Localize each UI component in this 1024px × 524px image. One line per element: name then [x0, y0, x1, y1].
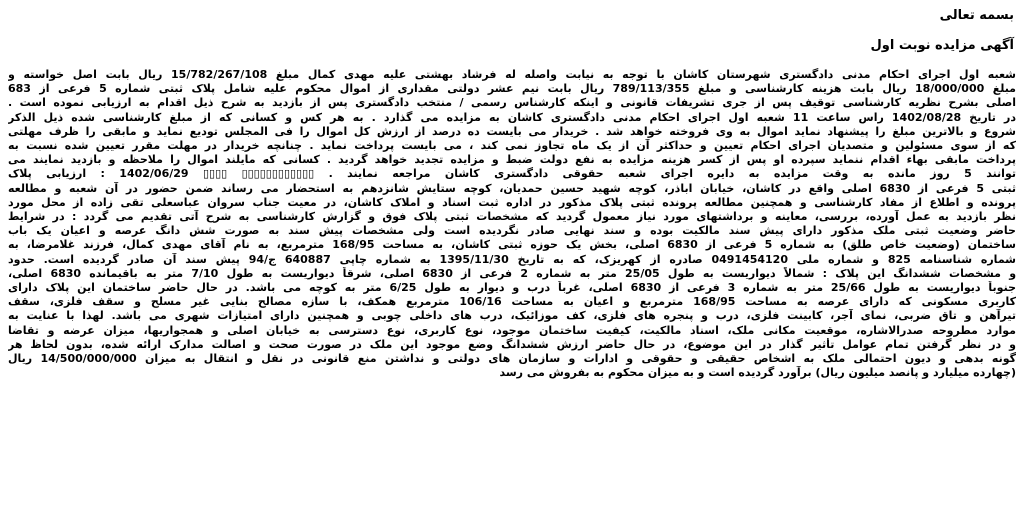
notice-body — [8, 68, 1016, 380]
body-line: (چهارده میلیارد و پانصد میلیون ریال) برآورد گردیده است و به میزان محکوم به بفروش می رسد — [499, 366, 1016, 380]
body-line: کاربری مسکونی که دارای عرصه به مساحت 168/95 مترمربع و اعیان به مساحت 106/16 مترمربع همکف، با سازه مصالح بنایی غیر مسلح و سقف فلزی، سقف — [8, 295, 1016, 309]
body-line: اصلی بشرح نظریه کارشناسی توقیف پس از جری تشریفات قانونی و اینکه کارشناس رسمی / منتخب دادگستری پس از بازدید به شرح ذیل اقدام به ارزیابی نموده است . — [8, 96, 1016, 110]
body-line: توانند 5 روز مانده به وقت مزایده به دایره اجرای شعبه حقوقی دادگستری کاشان مراجعه نمایند . ▯▯▯▯▯▯▯▯▯▯▯▯ ▯▯▯▯ 1402/06/29 : ارزیابی پلاک — [8, 167, 1016, 181]
body-line: در تاریخ 1402/08/28 راس ساعت 11 شعبه اول اجرای احکام مدنی دادگستری کاشان به مزایده می گذارد . به هر کس و کسانی که از مبلغ کارشناسی شده ذیل الذکر — [8, 110, 1016, 124]
body-line: نظر بازدید به عمل آورده، بررسی، معاینه و برداشتهای مورد نیاز معمول گردید که مشخصات ثبتی پلاک فوق و گزارش کارشناسی به شرح آتی تقدیم می گردد : در شرایط — [8, 210, 1016, 224]
body-line: پرونده و اطلاع از مفاد کارشناسی و همچنین مطالعه پرونده ثبتی پلاک مذکور در اداره ثبت اسناد و املاک کاشان، در معیت جناب سروان عباسعلی تقی زاده از محل مورد — [8, 195, 1016, 209]
body-line: و مشخصات ششدانگ این پلاک : شمالاً دیواریست به طول 25/05 متر به شماره 2 فرعی از 6830 اصلی، شرقاً دیواریست به طول 7/10 متر به باقیمانده 6830 اصلی، — [8, 266, 1016, 280]
basmala-heading: بسمه تعالی — [939, 8, 1014, 23]
body-line: شماره شناسنامه 825 و شماره ملی 0491454120 صادره از کهریزک، که به تاریخ 1395/11/30 به شماره چاپی 640887 ج/94 پیش سند آن صادر گردیده است. حدود — [8, 252, 1016, 266]
body-line: ثبتی 5 فرعی از 6830 اصلی واقع در کاشان، خیابان اباذر، کوچه شهید حسین حمدیان، کوچه ستایش شانزدهم به استحضار می رساند ضمن حضور در آن شعبه و مطالعه — [8, 181, 1016, 195]
body-line: تیرآهن و تاق ضربی، نمای آجر، کابینت فلزی، درب و پنجره های فلزی، کف موزائیک، درب های داخلی چوبی و همچنین دارای امتیازات شهری می باشد. لهذا با عنایت به — [8, 309, 1016, 323]
body-line: ساختمان (وضعیت خاص طلق) به شماره 5 فرعی از 6830 اصلی، بخش یک حوزه ثبتی کاشان، به مساحت 168/95 مترمربع، به نام آقای مهدی کمال، فرزند غلامرضا، به — [8, 238, 1016, 252]
body-line: شعبه اول اجرای احکام مدنی دادگستری شهرستان کاشان با توجه به نیابت واصله له فرشاد بهشتی علیه مهدی کمال مبلغ 15/782/267/108 ریال بابت اصل خواسته و — [8, 68, 1016, 81]
body-line: و در نظر گرفتن تمام عوامل تأثیر گذار در این موضوع، در حال حاضر ارزش ششدانگ وضع موجود این ملک در صورت صحت و اصالت مدارک ارائه شده، بدون لحاظ هر — [8, 337, 1016, 351]
body-line: گونه بدهی و دیون احتمالی ملک به اشخاص حقیقی و حقوقی و ادارات و سازمان های دولتی و نداشتن منع قانونی در نقل و انتقال به میزان 14/500/000/000 ریال — [8, 352, 1016, 366]
body-line: شروع و بالاترین مبلغ را پیشنهاد نماید اموال به وی فروخته خواهد شد . خریدار می بایست ده درصد از ارزش کل اموال را فی المجلس تودیع نماید و مابقی را ظرف مهلتی — [8, 124, 1016, 138]
body-line: که از سوی مسئولین و متصدیان اجرای احکام تعیین و حداکثر آن از یک ماه تجاوز نمی کند ، می بایست پرداخت نماید . چنانچه خریدار در مهلت مقرر تعیین شده نسبت به — [8, 139, 1016, 153]
body-line: پرداخت مابقی بهاء اقدام ننماید سپرده او پس از کسر هزینه مزایده به نفع دولت ضبط و مزایده تجدید خواهد گردید . کسانی که مایلند اموال را ملاحظه و بازدید نمایند می — [8, 153, 1016, 167]
body-line: مبلغ 18/000/000 ریال بابت هزینه کارشناسی و مبلغ 789/113/355 ریال بابت نیم عشر دولتی مقداری از اموال محکوم علیه شامل پلاک ثبتی شماره 5 فرعی از 683 — [8, 82, 1016, 96]
body-line: موارد مطروحه صدرالاشاره، موقعیت مکانی ملک، اسناد مالکیت، کیفیت ساختمان موجود، نوع کاربری، نوع دسترسی به خیابان اصلی و همجواریها، میزان عرضه و تقاضا — [8, 323, 1016, 337]
body-line: جنوباً دیواریست به طول 25/66 متر به شماره 3 فرعی از 6830 اصلی، غرباً درب و دیوار به طول 6/25 متر به کوچه می باشد. در حال حاضر ساختمان این پلاک دارای — [8, 281, 1016, 295]
notice-title: آگهی مزایده نوبت اول — [870, 38, 1014, 53]
body-line: حاضر وضعیت ثبتی ملک مذکور دارای پیش سند مالکیت بوده و سند نهایی صادر نگردیده است ولی مشخصات پیش سند به صورت شش دانگ عرصه و اعیان یک باب — [8, 224, 1016, 238]
